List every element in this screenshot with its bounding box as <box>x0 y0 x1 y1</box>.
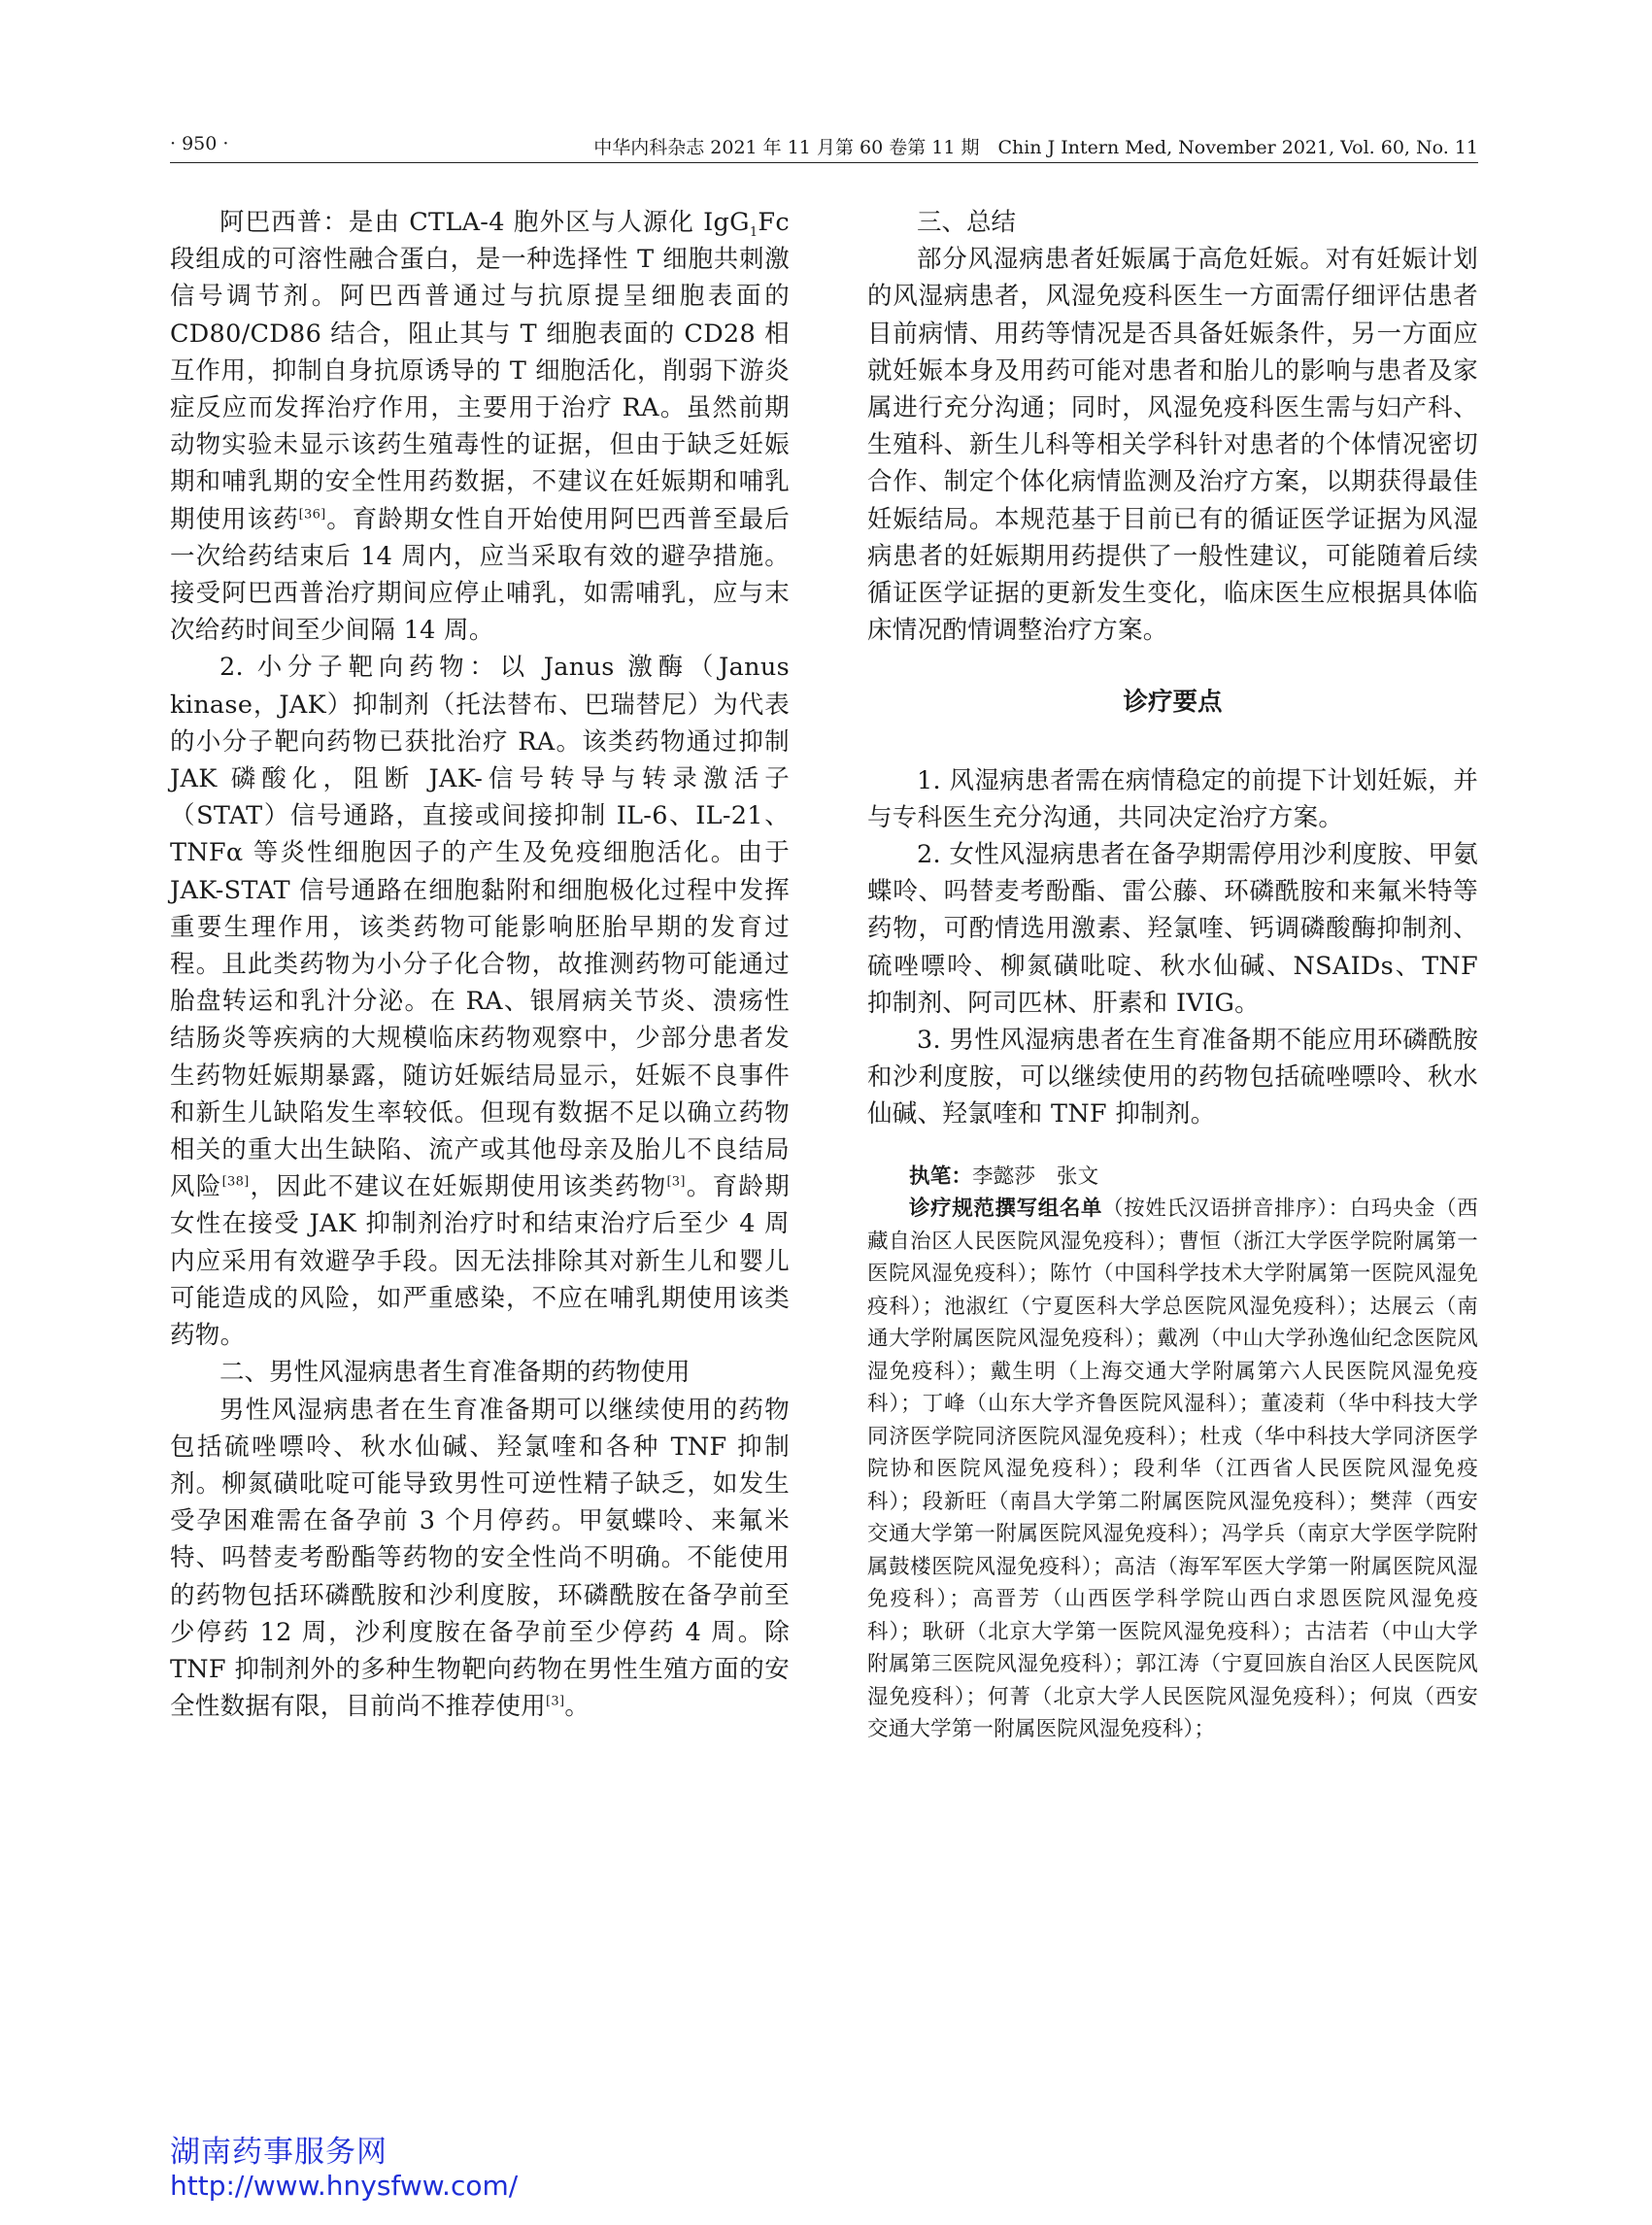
summary-paragraph: 部分风湿病患者妊娠属于高危妊娠。对有妊娠计划的风湿病患者，风湿免疫科医生一方面需仔细评估患者目前病情、用药等情况是否具备妊娠条件，另一方面应就妊娠本身及用药可能对患者和胎儿的影响与患者及家属进行充分沟通；同时，风湿免疫科医生需与妇产科、生殖科、新生儿科等相关学科针对患者的个体情况密切合作、制定个体化病情监测及治疗方案，以期获得最佳妊娠结局。本规范基于目前已有的循证医学证据为风湿病患者的妊娠期用药提供了一般性建议，可能随着后续循证医学证据的更新发生变化，临床医生应根据具体临床情况酌情调整治疗方案。 <box>867 245 1478 646</box>
citation-ref: [3] <box>546 1694 565 1709</box>
citation-ref: [3] <box>666 1174 686 1190</box>
running-header <box>170 133 1478 163</box>
key-point-2: 2. 女性风湿病患者在备孕期需停用沙利度胺、甲氨蝶呤、吗替麦考酚酯、雷公藤、环磷酰胺和来氟米特等药物，可酌情选用激素、羟氯喹、钙调磷酸酶抑制剂、硫唑嘌呤、柳氮磺吡啶、秋水仙碱、NSAIDs、TNF 抑制剂、阿司匹林、肝素和 IVIG。 <box>867 840 1478 1018</box>
section-heading-summary: 三、总结 <box>917 208 1017 237</box>
citation-ref: [38] <box>221 1174 250 1190</box>
key-point-3: 3. 男性风湿病患者在生育准备期不能应用环磷酰胺和沙利度胺，可以继续使用的药物包括硫唑嘌呤、秋水仙碱、羟氯喹和 TNF 抑制剂。 <box>867 1026 1478 1129</box>
jak-inhibitor-paragraph: 2. 小分子靶向药物：以 Janus 激酶（Janus kinase，JAK）抑制剂（托法替布、巴瑞替尼）为代表的小分子靶向药物已获批治疗 RA。该类药物通过抑制 JAK 磷酸化，阻断 JAK-信号转导与转录激活子（STAT）信号通路，直接或间接抑制 IL-6、IL-21、TNFα 等炎性细胞因子的产生及免疫细胞活化。由于 JAK-STAT 信号通路在细胞黏附和细胞极化过程中发挥重要生理作用，该类药物可能影响胚胎早期的发育过程。且此类药物为小分子化合物，故推测药物可能通过胎盘转运和乳汁分泌。在 RA、银屑病关节炎、溃疡性结肠炎等疾病的大规模临床药物观察中，少部分患者发生药物妊娠期暴露，随访妊娠结局显示，妊娠不良事件和新生儿缺陷发生率较低。但现有数据不足以确立药物相关的重大出生缺陷、流产或其他母亲及胎儿不良结局风险[38]，因此不建议在妊娠期使用该类药物[3]。育龄期女性在接受 JAK 抑制剂治疗时和结束治疗后至少 4 周内应采用有效避孕手段。因无法排除其对新生儿和婴儿可能造成的风险，如严重感染，不应在哺乳期使用该类药物。 <box>170 653 790 1351</box>
abatacept-paragraph: 阿巴西普：是由 CTLA-4 胞外区与人源化 IgG$_1$Fc 段组成的可溶性融合蛋白，是一种选择性 T 细胞共刺激信号调节剂。阿巴西普通过与抗原提呈细胞表面的 CD80/CD86 结合，阻止其与 T 细胞表面的 CD28 相互作用，抑制自身抗原诱导的 T 细胞活化，削弱下游炎症反应而发挥治疗作用，主要用于治疗 RA。虽然前期动物实验未显示该药生殖毒性的证据，但由于缺乏妊娠期和哺乳期的安全性用药数据，不建议在妊娠期和哺乳期使用该药[36]。育龄期女性自开始使用阿巴西普至最后一次给药结束后 14 周内，应当采取有效的避孕措施。接受阿巴西普治疗期间应停止哺乳，如需哺乳，应与末次给药时间至少间隔 14 周。 <box>170 208 790 646</box>
right-column <box>867 204 1478 1746</box>
section-heading-male: 二、男性风湿病患者生育准备期的药物使用 <box>219 1358 691 1388</box>
left-column <box>170 204 790 1725</box>
key-point-1: 1. 风湿病患者需在病情稳定的前提下计划妊娠，并与专科医生充分沟通，共同决定治疗方案。 <box>867 765 1478 832</box>
watermark-url[interactable]: http://www.hnysfww.com/ <box>170 2170 519 2202</box>
key-points-heading: 诊疗要点 <box>1123 688 1223 718</box>
writers-line: 执笔：李懿莎 张文 <box>909 1163 1099 1189</box>
citation-ref: [36] <box>298 507 326 523</box>
author-group-list: 诊疗规范撰写组名单（按姓氏汉语拼音排序）：白玛央金（西藏自治区人民医院风湿免疫科）；曹恒（浙江大学医学院附属第一医院风湿免疫科）；陈竹（中国科学技术大学附属第一医院风湿免疫科）；池淑红（宁夏医科大学总医院风湿免疫科）；达展云（南通大学附属医院风湿免疫科）；戴冽（中山大学孙逸仙纪念医院风湿免疫科）；戴生明（上海交通大学附属第六人民医院风湿免疫科）；丁峰（山东大学齐鲁医院风湿科）；董凌莉（华中科技大学同济医学院同济医院风湿免疫科）；杜戎（华中科技大学同济医学院协和医院风湿免疫科）；段利华（江西省人民医院风湿免疫科）；段新旺（南昌大学第二附属医院风湿免疫科）；樊萍（西安交通大学第一附属医院风湿免疫科）；冯学兵（南京大学医学院附属鼓楼医院风湿免疫科）；高洁（海军军医大学第一附属医院风湿免疫科）；高晋芳（山西医学科学院山西白求恩医院风湿免疫科）；耿研（北京大学第一医院风湿免疫科）；古洁若（中山大学附属第三医院风湿免疫科）；郭江涛（宁夏回族自治区人民医院风湿免疫科）；何菁（北京大学人民医院风湿免疫科）；何岚（西安交通大学第一附属医院风湿免疫科）； <box>867 1197 1478 1742</box>
page-number: · 950 · <box>170 133 229 154</box>
watermark-title: 湖南药事服务网 <box>170 2135 388 2170</box>
site-watermark <box>170 2135 518 2203</box>
journal-citation: 中华内科杂志 2021 年 11 月第 60 卷第 11 期 Chin J Intern Med, November 2021, Vol. 60, No. 11 <box>593 137 1478 158</box>
male-patients-paragraph: 男性风湿病患者在生育准备期可以继续使用的药物包括硫唑嘌呤、秋水仙碱、羟氯喹和各种 TNF 抑制剂。柳氮磺吡啶可能导致男性可逆性精子缺乏，如发生受孕困难需在备孕前 3 个月停药。甲氨蝶呤、来氟米特、吗替麦考酚酯等药物的安全性尚不明确。不能使用的药物包括环磷酰胺和沙利度胺，环磷酰胺在备孕前至少停药 12 周，沙利度胺在备孕前至少停药 4 周。除 TNF 抑制剂外的多种生物靶向药物在男性生殖方面的安全性数据有限，目前尚不推荐使用[3]。 <box>170 1395 790 1722</box>
